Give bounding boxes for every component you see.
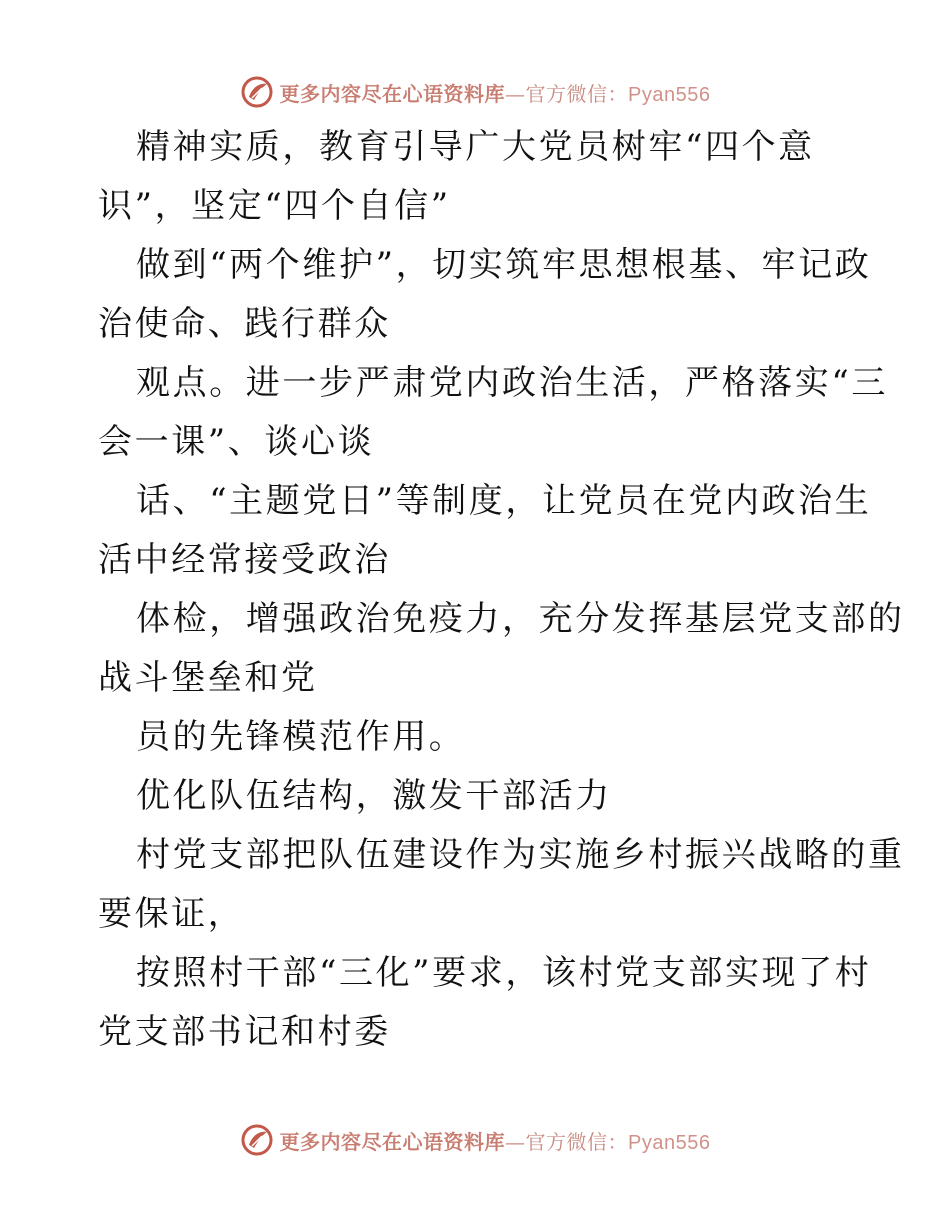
watermark-dash: — — [505, 81, 526, 106]
body-line: 按照村干部“三化”要求，该村党支部实现了村 — [136, 953, 872, 993]
watermark-id: Pyan556 — [628, 83, 711, 106]
swirl-leaf-logo-icon — [240, 1123, 274, 1157]
footer-watermark — [0, 1120, 950, 1160]
watermark-label: 官方微信： — [525, 1129, 629, 1154]
body-line: 识”，坚定“四个自信” — [98, 186, 451, 226]
watermark-label: 官方微信： — [525, 81, 629, 106]
body-line: 党支部书记和村委 — [98, 1012, 391, 1052]
body-line: 治使命、践行群众 — [98, 304, 391, 344]
watermark-id: Pyan556 — [628, 1131, 711, 1154]
body-line: 观点。进一步严肃党内政治生活，严格落实“三 — [136, 363, 888, 403]
body-line: 做到“两个维护”，切实筑牢思想根基、牢记政 — [136, 245, 872, 285]
body-line: 村党支部把队伍建设作为实施乡村振兴战略的重 — [136, 835, 905, 875]
body-line: 员的先锋模范作用。 — [136, 717, 466, 757]
body-line: 精神实质，教育引导广大党员树牢“四个意 — [136, 127, 815, 167]
watermark-dash: — — [505, 1129, 526, 1154]
body-line: 会一课”、谈心谈 — [98, 422, 375, 462]
watermark-prefix: 更多内容尽在心语资料库 — [279, 81, 506, 106]
body-line: 活中经常接受政治 — [98, 540, 391, 580]
body-line: 要保证， — [98, 894, 245, 934]
body-line: 话、“主题党日”等制度，让党员在党内政治生 — [136, 481, 872, 521]
header-watermark — [0, 72, 950, 112]
document-body — [98, 118, 905, 1062]
swirl-leaf-logo-icon — [240, 75, 274, 109]
watermark-prefix: 更多内容尽在心语资料库 — [279, 1129, 506, 1154]
body-line: 体检，增强政治免疫力，充分发挥基层党支部的 — [136, 599, 905, 639]
section-heading: 优化队伍结构，激发干部活力 — [136, 776, 612, 816]
body-line: 战斗堡垒和党 — [98, 658, 318, 698]
